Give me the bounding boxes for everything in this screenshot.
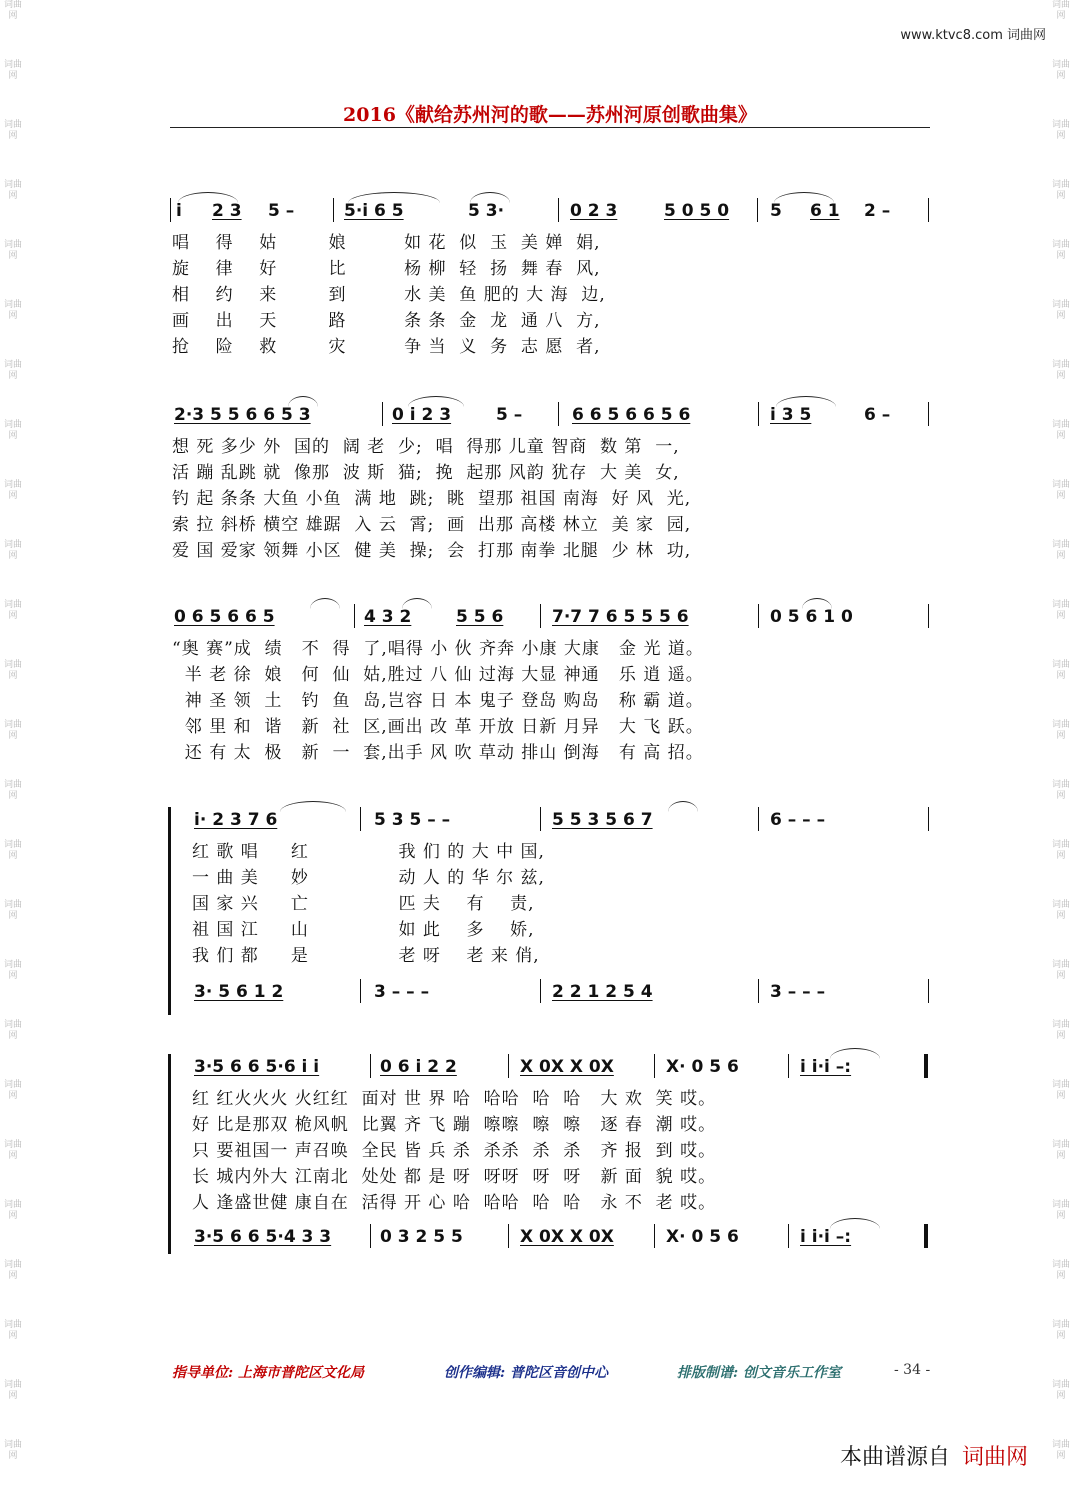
- lyric-verse-2: 好 比是那双 桅风帆 比翼 齐 飞 蹦 嚓嚓 嚓 嚓 逐 春 潮 哎。: [192, 1115, 717, 1135]
- side-watermark-right: 词曲网 词曲网 词曲网 词曲网 词曲网 词曲网 词曲网 词曲网 词曲网 词曲网 词曲网 词曲网 词曲网 词曲网 词曲网 词曲网 词曲网 词曲网 词曲网 词曲网 词曲网 词曲网 词曲网 词曲网 词曲网: [1051, 0, 1070, 1461]
- source-credit: [840, 1440, 1028, 1471]
- slur: [280, 801, 346, 812]
- barline: [540, 807, 541, 831]
- lyric-verse-5: 人 逢盛世健 康自在 活得 开 心 哈 哈哈 哈 哈 永 不 老 哎。: [192, 1193, 717, 1213]
- barline: [333, 198, 334, 222]
- barline: [508, 1224, 509, 1248]
- slur: [288, 396, 318, 407]
- note-group: 0 6 5 6 6 5: [174, 607, 275, 627]
- score-system-2: [170, 400, 932, 564]
- notation-row-upper: [170, 1052, 932, 1086]
- lyric-verse-2: 一 曲 美 妙 动 人 的 华 尔 兹,: [192, 868, 545, 888]
- source-brand: 词曲网: [961, 1445, 1028, 1470]
- note-group: 2 –: [864, 201, 891, 221]
- lyric-verse-1: 红 歌 唱 红 我 们 的 大 中 国,: [192, 842, 545, 862]
- note-group: 5 5 3 5 6 7: [552, 810, 653, 830]
- barline: [170, 198, 171, 222]
- note-group: 7·7 7 6 5 5 5 6: [552, 607, 689, 627]
- note-group: 6 6 5 6 6 5 6: [572, 405, 691, 425]
- lyric-verse-4: 长 城内外大 江南北 处处 都 是 呀 呀呀 呀 呀 新 面 貌 哎。: [192, 1167, 717, 1187]
- note-group: 0 5 6 1 0: [770, 607, 853, 627]
- notation-row-lower: [170, 1222, 932, 1256]
- barline: [758, 807, 759, 831]
- barline: [788, 1224, 789, 1248]
- note-group: 6 –: [864, 405, 891, 425]
- barline: [508, 1054, 509, 1078]
- repeat-end-barline: [924, 1224, 928, 1248]
- footer-guide: 指导单位: 上海市普陀区文化局: [172, 1365, 365, 1381]
- note-group: 0 6 i 2 2: [380, 1057, 457, 1077]
- note-group: 2 2 1 2 5 4: [552, 982, 653, 1002]
- source-label: 本曲谱源自: [839, 1445, 950, 1470]
- lyric-verse-1: 红 红火火火 火红红 面对 世 界 哈 哈哈 哈 哈 大 欢 笑 哎。: [192, 1089, 717, 1109]
- note-group: X 0X X 0X: [520, 1227, 614, 1247]
- lyric-verse-5: 爱 国 爱家 领舞 小区 健 美 操; 会 打那 南拳 北腿 少 林 功,: [172, 541, 692, 561]
- note-group: 2·3 5 5 6 6 5 3: [174, 405, 311, 425]
- note-group: 2 3: [212, 201, 242, 221]
- barline: [558, 198, 559, 222]
- barline: [354, 604, 355, 628]
- note-group: 5 0 5 0: [664, 201, 730, 221]
- lyric-verse-1: 想 死 多少 外 国的 阔 老 少; 唱 得那 儿童 智商 数 第 一,: [172, 437, 680, 457]
- note-group: 5 5 6: [456, 607, 504, 627]
- lyric-verse-3: 国 家 兴 亡 匹 夫 有 责,: [192, 894, 535, 914]
- lyric-verse-2: 半 老 徐 娘 何 仙 姑,胜过 八 仙 过海 大显 神通 乐 逍 遥。: [172, 665, 704, 685]
- notation-row: [170, 400, 932, 434]
- note-group: 5 –: [496, 405, 523, 425]
- note-group: 5 3 5 – –: [374, 810, 451, 830]
- lyric-verse-1: 唱 得 姑 娘 如 花 似 玉 美 婵 娟,: [172, 233, 601, 253]
- note-group: 6 – – –: [770, 810, 826, 830]
- barline: [928, 807, 929, 831]
- barline: [654, 1224, 655, 1248]
- header-divider: [170, 127, 930, 128]
- note-group: 0 2 3: [570, 201, 618, 221]
- barline: [654, 1054, 655, 1078]
- notation-row-lower: [170, 977, 932, 1011]
- note-group: 5: [770, 201, 782, 221]
- note-group: 6 1: [810, 201, 840, 221]
- footer-layout: 排版制谱: 创文音乐工作室: [677, 1365, 842, 1381]
- note-group: 3 – – –: [374, 982, 430, 1002]
- note-group: i: [176, 201, 182, 221]
- barline: [788, 1054, 789, 1078]
- note-group: 4 3 2: [364, 607, 412, 627]
- notation-row: [170, 196, 932, 230]
- site-watermark: www.ktvc8.com 词曲网: [900, 28, 1046, 43]
- side-watermark-left: 词曲网 词曲网 词曲网 词曲网 词曲网 词曲网 词曲网 词曲网 词曲网 词曲网 词曲网 词曲网 词曲网 词曲网 词曲网 词曲网 词曲网 词曲网 词曲网 词曲网 词曲网 词曲网 词曲网 词曲网 词曲网: [3, 0, 22, 1461]
- lyric-verse-5: 抢 险 救 灾 争 当 义 务 志 愿 者,: [172, 337, 601, 357]
- barline: [928, 604, 929, 628]
- lyric-verse-3: 只 要祖国一 声召唤 全民 皆 兵 杀 杀杀 杀 杀 齐 报 到 哎。: [192, 1141, 717, 1161]
- note-group: i· 2 3 7 6: [194, 810, 278, 830]
- lyric-verse-4: 邻 里 和 谐 新 社 区,画出 改 革 开放 日新 月异 大 飞 跃。: [172, 717, 704, 737]
- barline: [758, 979, 759, 1003]
- repeat-end-barline: [924, 1054, 928, 1078]
- barline: [360, 807, 361, 831]
- barline: [558, 402, 559, 426]
- barline: [540, 979, 541, 1003]
- lyric-verse-2: 旋 律 好 比 杨 柳 轻 扬 舞 春 风,: [172, 259, 601, 279]
- lyric-verse-3: 神 圣 领 土 钓 鱼 岛,岂容 日 本 鬼子 登岛 购岛 称 霸 道。: [172, 691, 704, 711]
- score-system-1: [170, 196, 932, 360]
- footer-editor: 创作编辑: 普陀区音创中心: [444, 1365, 609, 1381]
- barline: [370, 1224, 371, 1248]
- page-number: - 34 -: [894, 1362, 931, 1378]
- notation-row: [170, 602, 932, 636]
- barline: [382, 402, 383, 426]
- barline: [928, 979, 929, 1003]
- note-group: 3· 5 6 1 2: [194, 982, 284, 1002]
- score-system-4: [170, 805, 932, 1011]
- note-group: 3·5 6 6 5·4 3 3: [194, 1227, 332, 1247]
- lyric-verse-4: 画 出 天 路 条 条 金 龙 通 八 方,: [172, 311, 601, 331]
- slur: [668, 801, 698, 812]
- barline: [928, 402, 929, 426]
- barline: [370, 1054, 371, 1078]
- slur: [310, 598, 340, 609]
- lyric-verse-3: 相 约 来 到 水 美 鱼 肥的 大 海 边,: [172, 285, 606, 305]
- barline: [928, 198, 929, 222]
- notation-row-upper: [170, 805, 932, 839]
- note-group: 3 – – –: [770, 982, 826, 1002]
- note-group: 0 i 2 3: [392, 405, 452, 425]
- barline: [757, 198, 758, 222]
- score-system-5: [170, 1052, 932, 1256]
- barline: [540, 604, 541, 628]
- note-group: i i·i –:: [800, 1227, 852, 1247]
- lyric-verse-2: 活 蹦 乱跳 就 像那 波 斯 猫; 挽 起那 风韵 犹存 大 美 女,: [172, 463, 680, 483]
- note-group: 5 3·: [468, 201, 505, 221]
- lyric-verse-5: 我 们 都 是 老 呀 老 来 俏,: [192, 946, 540, 966]
- note-group: 5 –: [268, 201, 295, 221]
- page-title: 2016《献给苏州河的歌——苏州河原创歌曲集》: [343, 104, 757, 126]
- barline: [758, 402, 759, 426]
- note-group: 3·5 6 6 5·6 i i: [194, 1057, 320, 1077]
- note-group: 0 3 2 5 5: [380, 1227, 463, 1247]
- lyric-verse-5: 还 有 太 极 新 一 套,出手 风 吹 草动 排山 倒海 有 高 招。: [172, 743, 704, 763]
- lyric-verse-3: 钓 起 条条 大鱼 小鱼 满 地 跳; 眺 望那 祖国 南海 好 风 光,: [172, 489, 692, 509]
- note-group: X· 0 5 6: [666, 1057, 739, 1077]
- note-group: i i·i –:: [800, 1057, 852, 1077]
- note-group: X 0X X 0X: [520, 1057, 614, 1077]
- score-system-3: [170, 602, 932, 766]
- barline: [360, 979, 361, 1003]
- lyric-verse-1: “奥 赛”成 绩 不 得 了,唱得 小 伙 齐奔 小康 大康 金 光 道。: [172, 639, 704, 659]
- note-group: i 3 5: [770, 405, 812, 425]
- note-group: X· 0 5 6: [666, 1227, 739, 1247]
- lyric-verse-4: 祖 国 江 山 如 此 多 娇,: [192, 920, 535, 940]
- note-group: 5·i 6 5: [344, 201, 404, 221]
- lyric-verse-4: 索 拉 斜桥 横空 雄踞 入 云 霄; 画 出那 高楼 林立 美 家 园,: [172, 515, 692, 535]
- barline: [758, 604, 759, 628]
